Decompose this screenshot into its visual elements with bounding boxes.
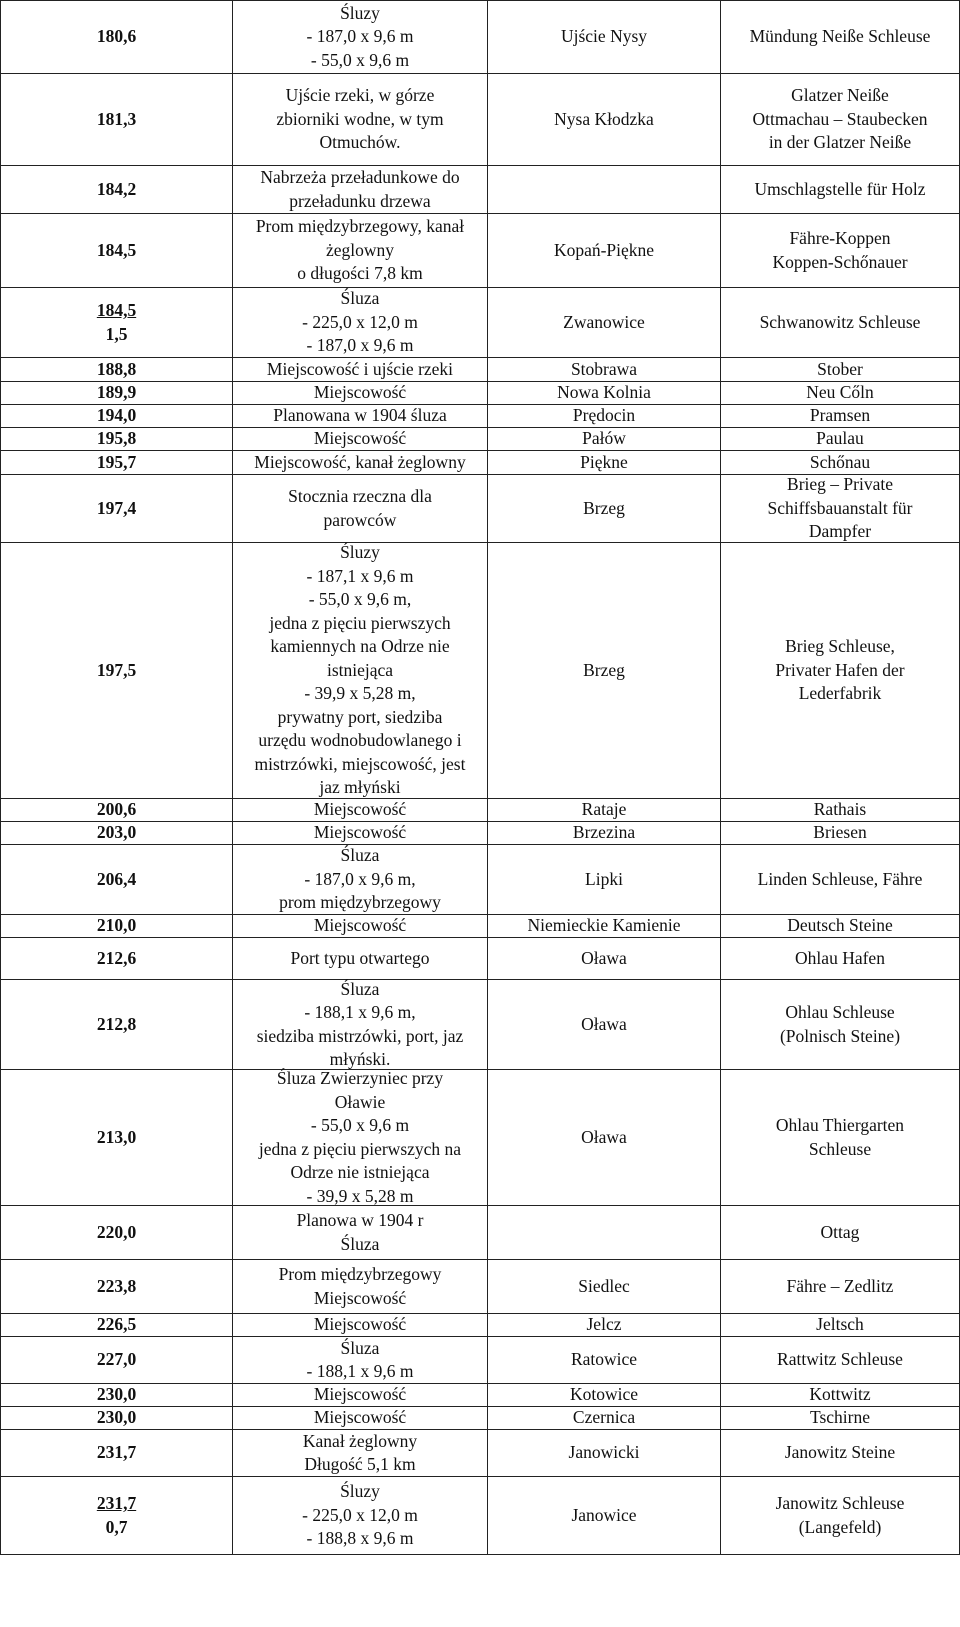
polish-name-cell (487, 451, 720, 474)
km-line: 184,5 (96, 300, 137, 320)
table-row (0, 1477, 960, 1555)
german-name-line: Kottwitz (809, 1384, 871, 1405)
description-line: mistrzówki, miejscowość, jest (254, 753, 466, 774)
polish-name-line: Ratowice (570, 1349, 638, 1370)
km-cell (0, 1, 232, 73)
description-cell (232, 1206, 487, 1259)
km-cell (0, 1260, 232, 1313)
german-name-cell (720, 405, 960, 427)
km-line: 197,5 (96, 659, 137, 680)
description-line: jaz młyński (319, 777, 401, 798)
km-cell (0, 451, 232, 474)
description-line: Śluza (340, 845, 380, 866)
km-line: 212,8 (96, 1013, 137, 1034)
german-name-cell (720, 382, 960, 404)
km-cell (0, 475, 232, 542)
km-line: 189,9 (96, 382, 137, 403)
german-name-cell (720, 938, 960, 979)
km-cell (0, 166, 232, 213)
polish-name-cell (487, 1337, 720, 1383)
polish-name-cell (487, 214, 720, 287)
description-line: Prom międzybrzegowy, kanał (255, 216, 465, 237)
km-cell (0, 1070, 232, 1205)
description-cell (232, 1477, 487, 1554)
description-cell (232, 166, 487, 213)
polish-name-line: Janowice (571, 1504, 637, 1525)
description-line: Otmuchów. (319, 132, 401, 153)
german-name-line: Schleuse (808, 1138, 872, 1159)
german-name-line: Neu Cőln (806, 382, 874, 403)
german-name-cell (720, 428, 960, 450)
description-line: parowców (323, 509, 397, 530)
description-line: Nabrzeża przeładunkowe do (260, 167, 460, 187)
description-line: Śluzy (340, 542, 380, 563)
table-row (0, 428, 960, 451)
polish-name-cell (487, 358, 720, 381)
table-row (0, 382, 960, 405)
description-line: Śluza (340, 1233, 380, 1254)
german-name-cell (720, 915, 960, 937)
table-row (0, 1260, 960, 1314)
description-cell (232, 1430, 487, 1476)
km-cell (0, 799, 232, 821)
table-row (0, 845, 960, 915)
german-name-line: Pramsen (809, 405, 871, 426)
polish-name-cell (487, 1070, 720, 1205)
km-line: 231,7 (96, 1442, 137, 1463)
description-line: kamiennych na Odrze nie (270, 636, 450, 657)
table-row (0, 1070, 960, 1206)
german-name-cell (720, 451, 960, 474)
description-line: prom międzybrzegowy (279, 892, 441, 913)
polish-name-line: Brzezina (572, 822, 636, 843)
polish-name-cell (487, 1, 720, 73)
description-line: - 188,1 x 9,6 m (306, 1361, 414, 1381)
polish-name-line: Lipki (585, 868, 623, 889)
german-name-line: Fähre-Koppen (789, 228, 891, 248)
german-name-line: Fähre – Zedlitz (786, 1275, 894, 1296)
german-name-line: Ottag (820, 1221, 860, 1242)
polish-name-line: Oława (581, 947, 627, 968)
km-line: 206,4 (96, 868, 137, 889)
polish-name-line: Nowa Kolnia (557, 382, 651, 403)
km-cell (0, 980, 232, 1069)
table-row (0, 1384, 960, 1407)
polish-name-line: Rataje (581, 799, 627, 820)
km-cell (0, 822, 232, 844)
km-line: 194,0 (96, 405, 137, 426)
table-row (0, 405, 960, 428)
german-name-line: Tschirne (809, 1407, 870, 1428)
polish-name-line: Jelcz (586, 1314, 622, 1335)
km-line: 213,0 (96, 1126, 137, 1147)
km-cell (0, 1477, 232, 1554)
german-name-line: Schwanowitz Schleuse (759, 311, 921, 332)
description-cell (232, 1070, 487, 1205)
description-cell (232, 1314, 487, 1336)
german-name-line: Schiffsbauanstalt für (767, 497, 913, 518)
german-name-line: Linden Schleuse, Fähre (757, 868, 923, 889)
km-line: 181,3 (96, 108, 137, 129)
german-name-line: Janowitz Schleuse (775, 1493, 905, 1513)
km-cell (0, 845, 232, 914)
table-row (0, 543, 960, 799)
german-name-line: Rattwitz Schleuse (777, 1349, 903, 1370)
table-row (0, 0, 960, 74)
german-name-line: Lederfabrik (798, 683, 882, 704)
polish-name-line: Pałów (582, 428, 626, 449)
km-cell (0, 214, 232, 287)
km-line: 1,5 (105, 323, 128, 344)
german-name-line: in der Glatzer Neiße (768, 132, 912, 153)
description-line: - 187,0 x 9,6 m (306, 26, 414, 47)
polish-name-cell (487, 405, 720, 427)
description-line: Miejscowość (313, 382, 407, 403)
description-line: siedziba mistrzówki, port, jaz (256, 1025, 464, 1046)
description-line: zbiorniki wodne, w tym (276, 108, 444, 129)
description-cell (232, 74, 487, 165)
description-line: jedna z pięciu pierwszych na (258, 1138, 462, 1159)
table-row (0, 475, 960, 543)
polish-name-cell (487, 74, 720, 165)
german-name-line: Mündung Neiße Schleuse (749, 26, 931, 47)
polish-name-cell (487, 288, 720, 357)
polish-name-cell (487, 938, 720, 979)
km-line: 197,4 (96, 497, 137, 518)
german-name-line: Rathais (813, 799, 867, 820)
description-line: Miejscowość (313, 1314, 407, 1335)
description-line: - 187,0 x 9,6 m, (304, 868, 416, 889)
description-line: o długości 7,8 km (297, 263, 423, 284)
km-line: 230,0 (96, 1384, 137, 1405)
german-name-cell (720, 288, 960, 357)
km-line: 226,5 (96, 1314, 137, 1335)
description-line: Planowa w 1904 r (296, 1210, 424, 1230)
description-line: Śluza (340, 978, 380, 999)
km-cell (0, 1430, 232, 1476)
polish-name-cell (487, 475, 720, 542)
description-cell (232, 358, 487, 381)
polish-name-line: Zwanowice (563, 311, 645, 332)
description-cell (232, 822, 487, 844)
description-line: Planowana w 1904 śluza (273, 405, 447, 426)
km-line: 0,7 (105, 1516, 128, 1537)
german-name-line: Ohlau Schleuse (785, 1002, 895, 1022)
german-name-cell (720, 358, 960, 381)
german-name-line: Janowitz Steine (784, 1442, 896, 1463)
description-cell (232, 405, 487, 427)
description-line: Miejscowość i ujście rzeki (266, 358, 454, 379)
german-name-line: Paulau (816, 428, 864, 449)
description-cell (232, 915, 487, 937)
polish-name-line: Niemieckie Kamienie (527, 915, 681, 936)
polish-name-cell (487, 382, 720, 404)
description-cell (232, 799, 487, 821)
km-cell (0, 1384, 232, 1406)
polish-name-line: Siedlec (578, 1275, 630, 1296)
description-line: młyński. (329, 1049, 391, 1069)
german-name-line: (Polnisch Steine) (779, 1025, 901, 1046)
table-row (0, 799, 960, 822)
polish-name-cell (487, 428, 720, 450)
table-row (0, 451, 960, 475)
description-line: - 55,0 x 9,6 m (310, 49, 410, 70)
german-name-cell (720, 1260, 960, 1313)
german-name-line: Glatzer Neiße (791, 85, 889, 106)
polish-name-cell (487, 1260, 720, 1313)
table-row (0, 288, 960, 358)
km-line: 231,7 (96, 1493, 137, 1513)
description-cell (232, 938, 487, 979)
german-name-cell (720, 980, 960, 1069)
description-line: Stocznia rzeczna dla (288, 486, 432, 506)
german-name-line: Deutsch Steine (787, 915, 893, 936)
km-cell (0, 382, 232, 404)
km-line: 195,8 (96, 428, 137, 449)
description-line: Miejscowość (313, 915, 407, 936)
description-cell (232, 1384, 487, 1406)
german-name-line: Ohlau Hafen (795, 947, 885, 968)
german-name-line: Koppen-Schőnauer (772, 251, 908, 272)
description-cell (232, 451, 487, 474)
polish-name-line: Brzeg (583, 659, 625, 680)
description-line: Śluzy (340, 1481, 380, 1502)
description-line: żeglowny (325, 239, 395, 260)
polish-name-line: Czernica (572, 1407, 636, 1428)
german-name-cell (720, 74, 960, 165)
table-row (0, 1206, 960, 1260)
german-name-cell (720, 543, 960, 798)
description-line: Miejscowość, kanał żeglowny (254, 451, 466, 472)
km-cell (0, 1206, 232, 1259)
description-cell (232, 288, 487, 357)
description-cell (232, 543, 487, 798)
description-line: - 187,0 x 9,6 m (306, 335, 414, 356)
description-line: - 225,0 x 12,0 m (302, 1504, 418, 1525)
german-name-cell (720, 1206, 960, 1259)
german-name-cell (720, 822, 960, 844)
description-line: jedna z pięciu pierwszych (269, 612, 451, 633)
description-line: Śluzy (340, 2, 380, 23)
german-name-cell (720, 1430, 960, 1476)
table-row (0, 980, 960, 1070)
german-name-line: Stober (817, 358, 863, 379)
polish-name-cell (487, 1477, 720, 1554)
polish-name-line: Oława (581, 1126, 627, 1147)
description-line: - 39,9 x 5,28 m (306, 1185, 414, 1206)
description-line: Śluza Zwierzyniec przy (276, 1068, 444, 1088)
german-name-line: Dampfer (808, 521, 872, 542)
german-name-line: Schőnau (809, 451, 871, 472)
km-cell (0, 405, 232, 427)
german-name-cell (720, 214, 960, 287)
km-cell (0, 358, 232, 381)
description-cell (232, 1260, 487, 1313)
description-line: Port typu otwartego (290, 947, 430, 968)
km-cell (0, 428, 232, 450)
table-row (0, 74, 960, 166)
description-line: - 225,0 x 12,0 m (302, 311, 418, 332)
description-line: Miejscowość (313, 799, 407, 820)
description-line: Odrze nie istniejąca (290, 1162, 430, 1182)
description-line: - 55,0 x 9,6 m (310, 1115, 410, 1135)
polish-name-line: Piękne (580, 451, 628, 472)
table-row (0, 214, 960, 288)
german-name-cell (720, 1314, 960, 1336)
km-line: 200,6 (96, 799, 137, 820)
german-name-cell (720, 1477, 960, 1554)
german-name-line: (Langefeld) (798, 1516, 882, 1537)
german-name-line: Umschlagstelle für Holz (754, 178, 926, 199)
km-cell (0, 1337, 232, 1383)
km-line: 184,2 (96, 178, 137, 199)
km-line: 212,6 (96, 947, 137, 968)
km-cell (0, 74, 232, 165)
description-line: Miejscowość (313, 1287, 407, 1308)
german-name-line: Jeltsch (816, 1314, 864, 1335)
polish-name-line: Kopań-Piękne (553, 239, 655, 260)
polish-name-cell (487, 543, 720, 798)
description-line: Kanał żeglowny (302, 1430, 418, 1451)
description-line: istniejąca (326, 659, 394, 680)
km-cell (0, 543, 232, 798)
km-line: 184,5 (96, 239, 137, 260)
description-cell (232, 845, 487, 914)
polish-name-line: Ujście Nysy (560, 26, 648, 47)
description-cell (232, 1, 487, 73)
description-line: - 55,0 x 9,6 m, (308, 589, 412, 610)
km-line: 195,7 (96, 451, 137, 472)
description-cell (232, 382, 487, 404)
table-row (0, 1337, 960, 1384)
description-line: Miejscowość (313, 1407, 407, 1428)
table-row (0, 1407, 960, 1430)
polish-name-cell (487, 799, 720, 821)
description-line: Oławie (334, 1091, 386, 1112)
description-line: - 188,1 x 9,6 m, (304, 1002, 416, 1022)
german-name-cell (720, 799, 960, 821)
table-row (0, 166, 960, 214)
table-row (0, 938, 960, 980)
km-line: 188,8 (96, 358, 137, 379)
polish-name-cell (487, 1430, 720, 1476)
german-name-line: Ohlau Thiergarten (775, 1115, 905, 1135)
german-name-cell (720, 475, 960, 542)
description-cell (232, 1407, 487, 1429)
description-line: Śluza (340, 288, 380, 309)
table-row (0, 1314, 960, 1337)
description-cell (232, 1337, 487, 1383)
description-line: Prom międzybrzegowy (278, 1264, 442, 1284)
description-line: Śluza (340, 1337, 380, 1358)
description-line: Ujście rzeki, w górze (285, 85, 435, 106)
description-cell (232, 428, 487, 450)
german-name-line: Briesen (813, 822, 867, 843)
km-line: 223,8 (96, 1275, 137, 1296)
german-name-cell (720, 1070, 960, 1205)
description-line: przeładunku drzewa (289, 190, 431, 211)
polish-name-cell (487, 915, 720, 937)
polish-name-line: Nysa Kłodzka (554, 108, 654, 129)
table-row (0, 1430, 960, 1477)
description-line: Miejscowość (313, 428, 407, 449)
description-line: prywatny port, siedziba (277, 706, 443, 727)
polish-name-cell (487, 980, 720, 1069)
km-line: 203,0 (96, 822, 137, 843)
german-name-line: Brieg – Private (787, 474, 893, 495)
km-cell (0, 915, 232, 937)
polish-name-line: Kotowice (569, 1384, 639, 1405)
km-line: 180,6 (96, 26, 137, 47)
german-name-cell (720, 166, 960, 213)
polish-name-cell (487, 1384, 720, 1406)
description-line: urzędu wodnobudowlanego i (258, 730, 462, 751)
german-name-cell (720, 1407, 960, 1429)
km-line: 220,0 (96, 1221, 137, 1242)
polish-name-cell (487, 845, 720, 914)
description-cell (232, 214, 487, 287)
km-line: 227,0 (96, 1349, 137, 1370)
description-line: - 187,1 x 9,6 m (306, 565, 414, 586)
description-cell (232, 980, 487, 1069)
km-line: 230,0 (96, 1407, 137, 1428)
german-name-line: Privater Hafen der (775, 659, 905, 680)
km-cell (0, 1314, 232, 1336)
description-line: Długość 5,1 km (304, 1454, 416, 1474)
table-row (0, 822, 960, 845)
german-name-line: Ottmachau – Staubecken (752, 108, 928, 129)
table-row (0, 358, 960, 382)
german-name-line: Brieg Schleuse, (785, 636, 895, 657)
polish-name-line: Brzeg (583, 497, 625, 518)
km-cell (0, 288, 232, 357)
polish-name-cell (487, 166, 720, 213)
polish-name-cell (487, 822, 720, 844)
km-line: 210,0 (96, 915, 137, 936)
description-line: Miejscowość (313, 822, 407, 843)
polish-name-cell (487, 1314, 720, 1336)
polish-name-line: Oława (581, 1013, 627, 1034)
polish-name-cell (487, 1206, 720, 1259)
table-row (0, 915, 960, 938)
description-line: - 39,9 x 5,28 m, (304, 683, 416, 704)
km-cell (0, 938, 232, 979)
german-name-cell (720, 1384, 960, 1406)
polish-name-line: Janowicki (568, 1442, 640, 1463)
description-cell (232, 475, 487, 542)
polish-name-line: Stobrawa (570, 358, 638, 379)
german-name-cell (720, 845, 960, 914)
polish-name-line: Prędocin (572, 405, 636, 426)
description-line: - 188,8 x 9,6 m (306, 1528, 414, 1549)
german-name-cell (720, 1, 960, 73)
description-line: Miejscowość (313, 1384, 407, 1405)
polish-name-cell (487, 1407, 720, 1429)
km-cell (0, 1407, 232, 1429)
german-name-cell (720, 1337, 960, 1383)
